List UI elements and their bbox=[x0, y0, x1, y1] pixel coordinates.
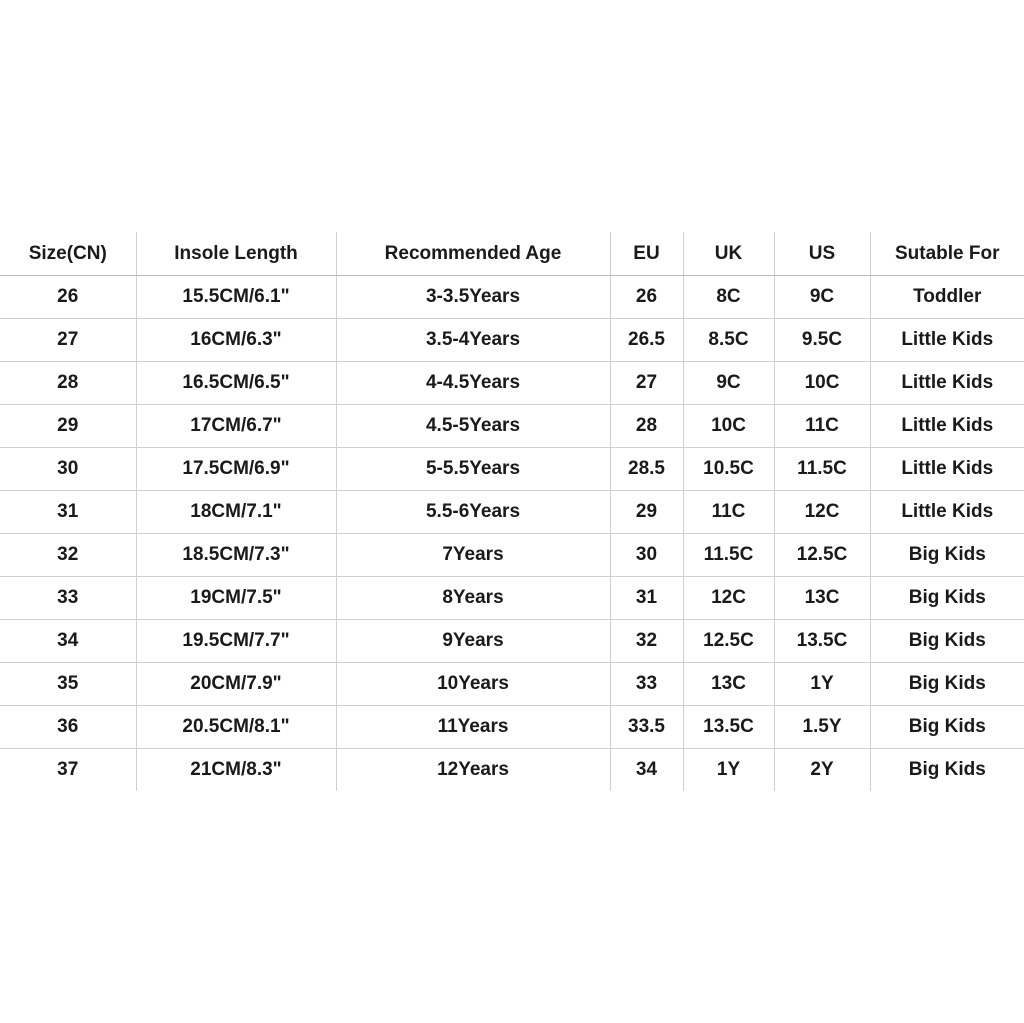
cell-size-cn: 35 bbox=[0, 663, 136, 706]
header-uk: UK bbox=[683, 232, 774, 276]
cell-recommended-age: 4-4.5Years bbox=[336, 362, 610, 405]
header-eu: EU bbox=[610, 232, 683, 276]
cell-insole-length: 16CM/6.3" bbox=[136, 319, 336, 362]
table-row bbox=[0, 448, 1024, 491]
cell-insole-length: 18.5CM/7.3" bbox=[136, 534, 336, 577]
table-row bbox=[0, 491, 1024, 534]
cell-us-size: 9C bbox=[774, 276, 870, 319]
cell-size-cn: 31 bbox=[0, 491, 136, 534]
cell-suitable-for: Little Kids bbox=[870, 362, 1024, 405]
cell-insole-length: 17.5CM/6.9" bbox=[136, 448, 336, 491]
cell-insole-length: 17CM/6.7" bbox=[136, 405, 336, 448]
cell-eu-size: 28.5 bbox=[610, 448, 683, 491]
cell-uk-size: 10.5C bbox=[683, 448, 774, 491]
cell-size-cn: 33 bbox=[0, 577, 136, 620]
cell-uk-size: 9C bbox=[683, 362, 774, 405]
cell-us-size: 11C bbox=[774, 405, 870, 448]
cell-suitable-for: Little Kids bbox=[870, 319, 1024, 362]
cell-eu-size: 32 bbox=[610, 620, 683, 663]
size-chart-header bbox=[0, 232, 1024, 276]
cell-eu-size: 26.5 bbox=[610, 319, 683, 362]
cell-recommended-age: 5-5.5Years bbox=[336, 448, 610, 491]
cell-suitable-for: Big Kids bbox=[870, 534, 1024, 577]
table-row bbox=[0, 362, 1024, 405]
cell-us-size: 13C bbox=[774, 577, 870, 620]
cell-insole-length: 21CM/8.3" bbox=[136, 749, 336, 792]
table-row bbox=[0, 319, 1024, 362]
cell-us-size: 13.5C bbox=[774, 620, 870, 663]
cell-us-size: 9.5C bbox=[774, 319, 870, 362]
cell-uk-size: 11C bbox=[683, 491, 774, 534]
cell-us-size: 12C bbox=[774, 491, 870, 534]
cell-suitable-for: Toddler bbox=[870, 276, 1024, 319]
cell-size-cn: 29 bbox=[0, 405, 136, 448]
cell-size-cn: 28 bbox=[0, 362, 136, 405]
cell-size-cn: 32 bbox=[0, 534, 136, 577]
cell-recommended-age: 9Years bbox=[336, 620, 610, 663]
cell-suitable-for: Little Kids bbox=[870, 491, 1024, 534]
cell-recommended-age: 7Years bbox=[336, 534, 610, 577]
cell-recommended-age: 3.5-4Years bbox=[336, 319, 610, 362]
cell-size-cn: 34 bbox=[0, 620, 136, 663]
cell-size-cn: 37 bbox=[57, 759, 79, 780]
cell-insole-length: 20CM/7.9" bbox=[136, 663, 336, 706]
cell-suitable-for: Big Kids bbox=[870, 620, 1024, 663]
cell-us-size: 1Y bbox=[774, 663, 870, 706]
cell-uk-size: 13C bbox=[683, 663, 774, 706]
cell-uk-size: 12C bbox=[683, 577, 774, 620]
table-row bbox=[0, 276, 1024, 319]
cell-recommended-age: 11Years bbox=[336, 706, 610, 749]
cell-insole-length: 15.5CM/6.1" bbox=[136, 276, 336, 319]
cell-size-cn: 36 bbox=[0, 706, 136, 749]
header-suitable-for: Sutable For bbox=[870, 232, 1024, 276]
cell-recommended-age: 5.5-6Years bbox=[336, 491, 610, 534]
cell-recommended-age: 8Years bbox=[336, 577, 610, 620]
cell-uk-size: 8.5C bbox=[683, 319, 774, 362]
cell-eu-size: 26 bbox=[610, 276, 683, 319]
header-us: US bbox=[774, 232, 870, 276]
cell-suitable-for: Big Kids bbox=[870, 706, 1024, 749]
cell-insole-length: 16.5CM/6.5" bbox=[136, 362, 336, 405]
cell-uk-size: 1Y bbox=[683, 749, 774, 792]
cell-eu-size: 31 bbox=[610, 577, 683, 620]
cell-insole-length: 19.5CM/7.7" bbox=[136, 620, 336, 663]
cell-us-size: 12.5C bbox=[774, 534, 870, 577]
cell-suitable-for: Little Kids bbox=[870, 405, 1024, 448]
cell-uk-size: 8C bbox=[683, 276, 774, 319]
cell-recommended-age: 10Years bbox=[336, 663, 610, 706]
table-row bbox=[0, 577, 1024, 620]
header-size-cn: Size(CN) bbox=[0, 232, 136, 276]
cell-insole-length: 19CM/7.5" bbox=[136, 577, 336, 620]
cell-uk-size: 11.5C bbox=[683, 534, 774, 577]
cell-us-size: 10C bbox=[774, 362, 870, 405]
cell-eu-size: 33.5 bbox=[610, 706, 683, 749]
cell-insole-length: 20.5CM/8.1" bbox=[136, 706, 336, 749]
table-row bbox=[0, 405, 1024, 448]
cell-uk-size: 10C bbox=[683, 405, 774, 448]
cell-recommended-age: 12Years bbox=[336, 749, 610, 792]
cell-size-cn: 26 bbox=[0, 276, 136, 319]
table-row bbox=[0, 620, 1024, 663]
cell-us-size: 11.5C bbox=[774, 448, 870, 491]
cell-insole-length: 18CM/7.1" bbox=[136, 491, 336, 534]
cell-suitable-for: Big Kids bbox=[870, 749, 1024, 792]
cell-eu-size: 33 bbox=[610, 663, 683, 706]
header-row bbox=[0, 232, 1024, 276]
table-row bbox=[0, 749, 1024, 792]
cell-uk-size: 12.5C bbox=[683, 620, 774, 663]
cell-us-size: 2Y bbox=[774, 749, 870, 792]
cell-us-size: 1.5Y bbox=[774, 706, 870, 749]
cell-eu-size: 28 bbox=[610, 405, 683, 448]
cell-eu-size: 34 bbox=[610, 749, 683, 792]
cell-suitable-for: Little Kids bbox=[870, 448, 1024, 491]
cell-recommended-age: 3-3.5Years bbox=[336, 276, 610, 319]
cell-suitable-for: Big Kids bbox=[870, 663, 1024, 706]
header-insole-length: Insole Length bbox=[136, 232, 336, 276]
table-row bbox=[0, 534, 1024, 577]
table-row bbox=[0, 663, 1024, 706]
size-chart-table bbox=[0, 232, 1024, 791]
cell-size-cn: 27 bbox=[0, 319, 136, 362]
cell-eu-size: 29 bbox=[610, 491, 683, 534]
cell-eu-size: 27 bbox=[610, 362, 683, 405]
cell-uk-size: 13.5C bbox=[683, 706, 774, 749]
header-recommended-age: Recommended Age bbox=[336, 232, 610, 276]
cell-recommended-age: 4.5-5Years bbox=[336, 405, 610, 448]
size-chart-body bbox=[0, 276, 1024, 792]
table-row bbox=[0, 706, 1024, 749]
cell-size-cn: 30 bbox=[0, 448, 136, 491]
cell-suitable-for: Big Kids bbox=[870, 577, 1024, 620]
cell-eu-size: 30 bbox=[610, 534, 683, 577]
